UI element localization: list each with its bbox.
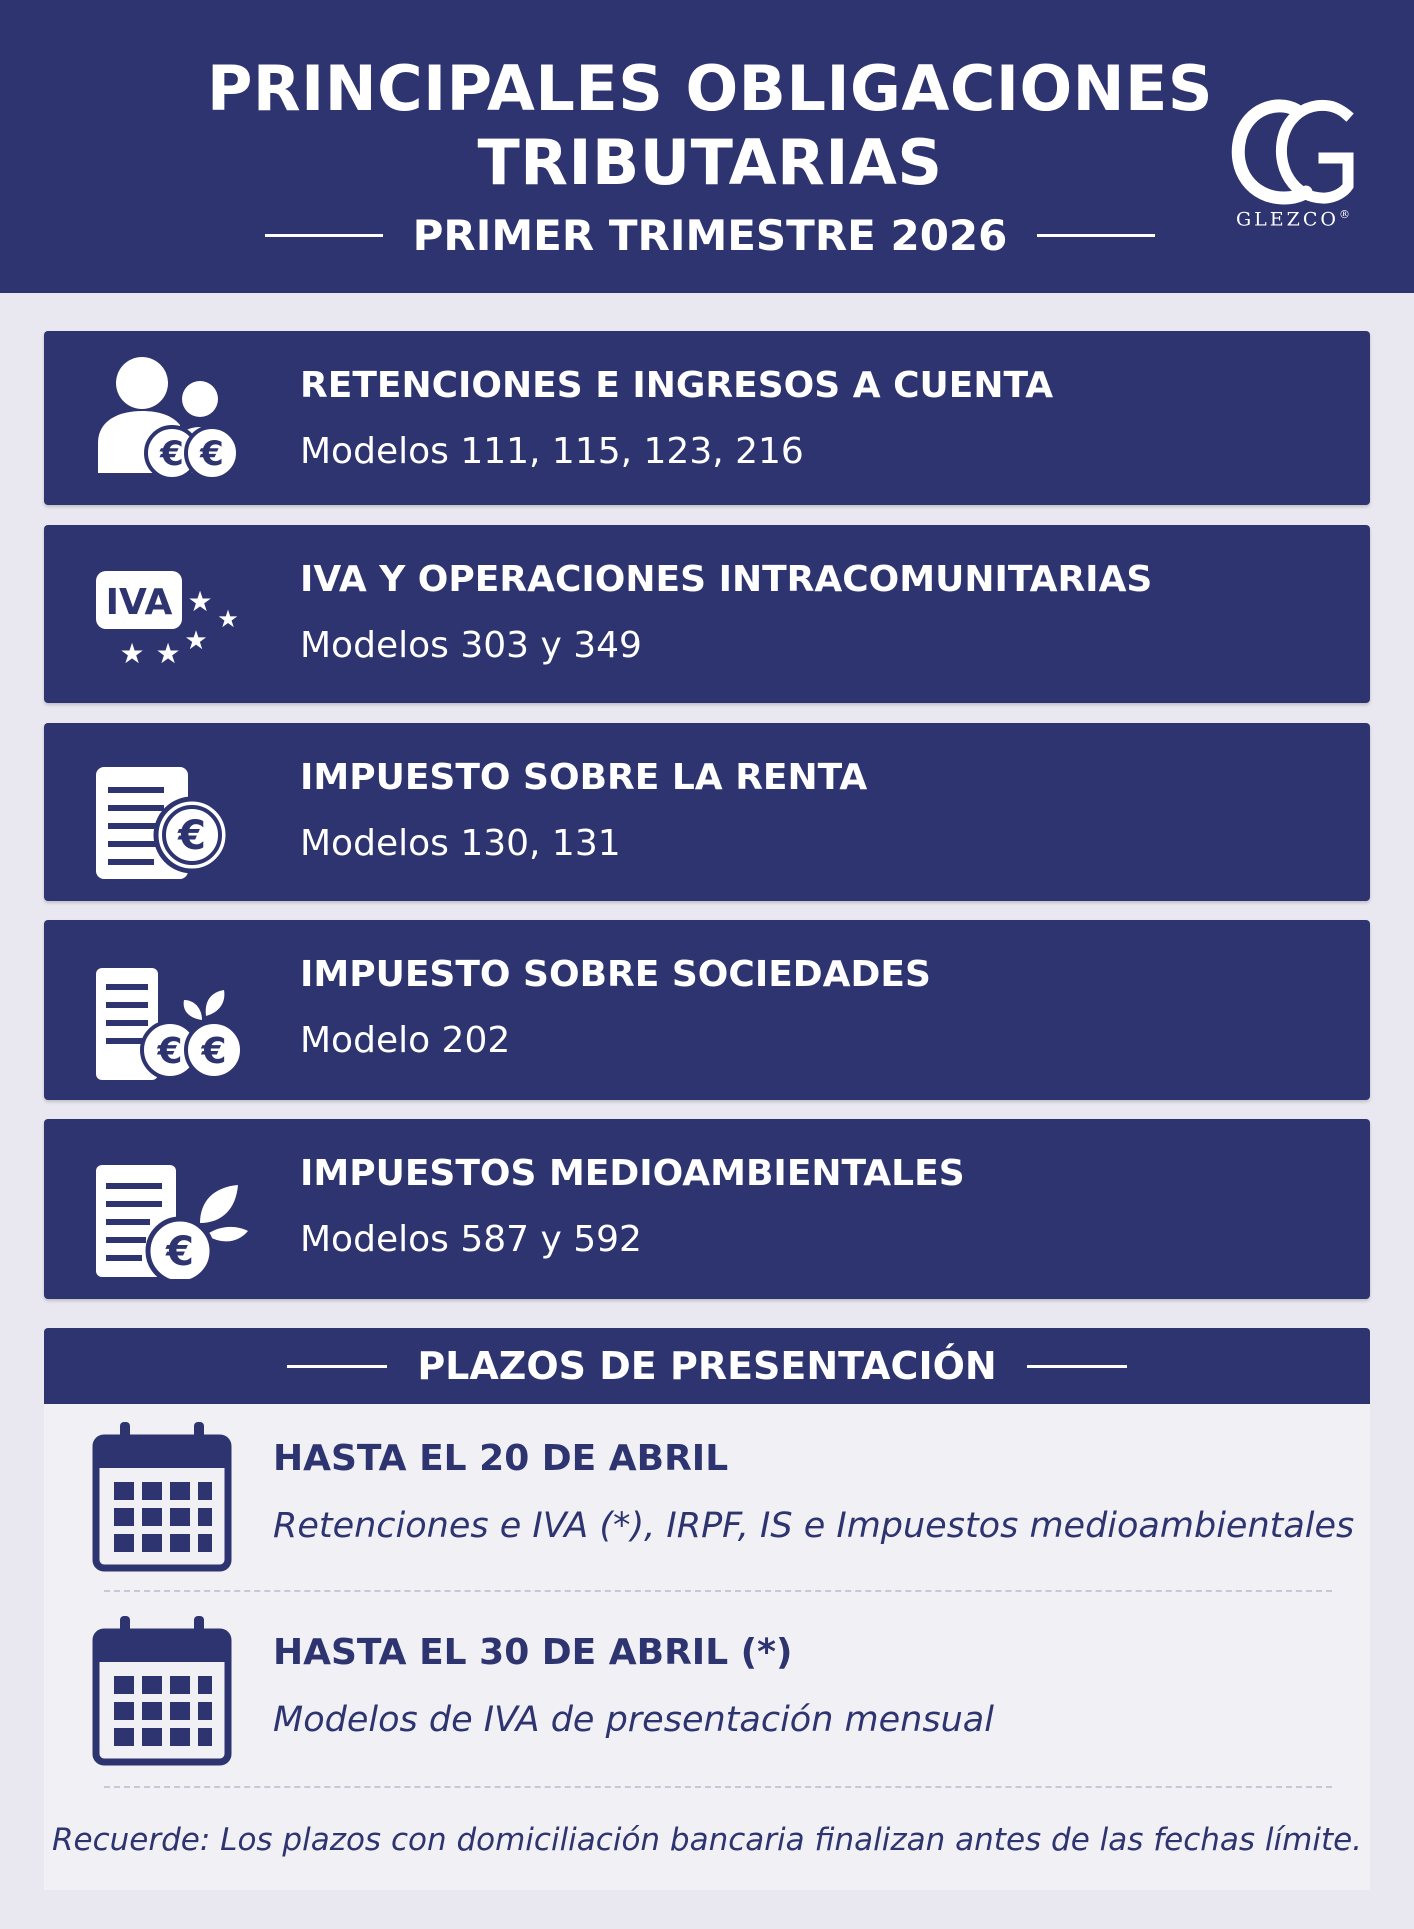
deadline-item: [44, 1598, 1370, 1768]
title-line-1: PRINCIPALES OBLIGACIONES: [206, 52, 1214, 125]
svg-text:★: ★: [187, 585, 213, 618]
iva-label: IVA: [105, 582, 173, 623]
svg-text:★: ★: [119, 637, 145, 670]
title-line-2: TRIBUTARIAS: [477, 126, 943, 199]
deadline-description: Retenciones e IVA (*), IRPF, IS e Impuestos medioambientales: [273, 1506, 1355, 1546]
document-euro-icon: [88, 743, 258, 883]
subtitle-row: [240, 207, 1180, 263]
card-models: Modelos 303 y 349: [300, 625, 642, 666]
plazos-left-rule: [287, 1365, 387, 1368]
card-title: IMPUESTO SOBRE LA RENTA: [300, 757, 868, 798]
svg-text:€: €: [178, 813, 206, 859]
subtitle-right-rule: [1037, 234, 1155, 237]
people-euro-icon: [88, 347, 258, 487]
plazos-right-rule: [1027, 1365, 1127, 1368]
header-banner: [0, 0, 1414, 293]
svg-text:€: €: [200, 434, 224, 474]
svg-text:€: €: [201, 1031, 227, 1072]
dashed-divider: [104, 1786, 1332, 1788]
card-models: Modelo 202: [300, 1020, 511, 1061]
card-models: Modelos 587 y 592: [300, 1219, 642, 1260]
card-title: IMPUESTOS MEDIOAMBIENTALES: [300, 1153, 965, 1194]
svg-text:€: €: [160, 434, 184, 474]
documents-coins-icon: [88, 940, 258, 1080]
registered-mark: ®: [1338, 208, 1350, 221]
plazos-body: [44, 1404, 1370, 1890]
card-title: IVA Y OPERACIONES INTRACOMUNITARIAS: [300, 559, 1153, 600]
card-title: RETENCIONES E INGRESOS A CUENTA: [300, 365, 1054, 406]
page-title: [180, 52, 1240, 200]
card-iva: [44, 525, 1370, 703]
iva-stars-icon: [88, 545, 258, 685]
card-models: Modelos 111, 115, 123, 216: [300, 431, 804, 472]
subtitle-left-rule: [265, 234, 383, 237]
plazos-header: [44, 1328, 1370, 1404]
deadline-title: HASTA EL 30 DE ABRIL (*): [273, 1632, 793, 1673]
card-retenciones: [44, 331, 1370, 505]
card-medioambientales: [44, 1119, 1370, 1299]
deadline-item: [44, 1404, 1370, 1574]
dashed-divider: [104, 1590, 1332, 1592]
svg-text:★: ★: [155, 637, 181, 670]
svg-text:€: €: [157, 1031, 183, 1072]
page-subtitle: PRIMER TRIMESTRE 2026: [412, 210, 1008, 260]
document-euro-leaf-icon: [88, 1139, 258, 1279]
svg-text:★: ★: [217, 605, 239, 633]
card-renta: [44, 723, 1370, 901]
logo-wordmark: [1218, 208, 1368, 230]
calendar-icon: [92, 1614, 232, 1768]
calendar-icon: [92, 1420, 232, 1574]
card-models: Modelos 130, 131: [300, 823, 621, 864]
svg-text:€: €: [166, 1229, 194, 1275]
reminder-note: Recuerde: Los plazos con domiciliación bancaria finalizan antes de las fechas límite.: [52, 1822, 1363, 1858]
card-sociedades: [44, 920, 1370, 1100]
deadline-description: Modelos de IVA de presentación mensual: [273, 1700, 994, 1740]
svg-text:★: ★: [184, 626, 208, 656]
plazos-title: PLAZOS DE PRESENTACIÓN: [417, 1344, 997, 1388]
deadline-title: HASTA EL 20 DE ABRIL: [273, 1438, 729, 1479]
card-title: IMPUESTO SOBRE SOCIEDADES: [300, 954, 931, 995]
logo-text: GLEZCO: [1236, 208, 1339, 231]
